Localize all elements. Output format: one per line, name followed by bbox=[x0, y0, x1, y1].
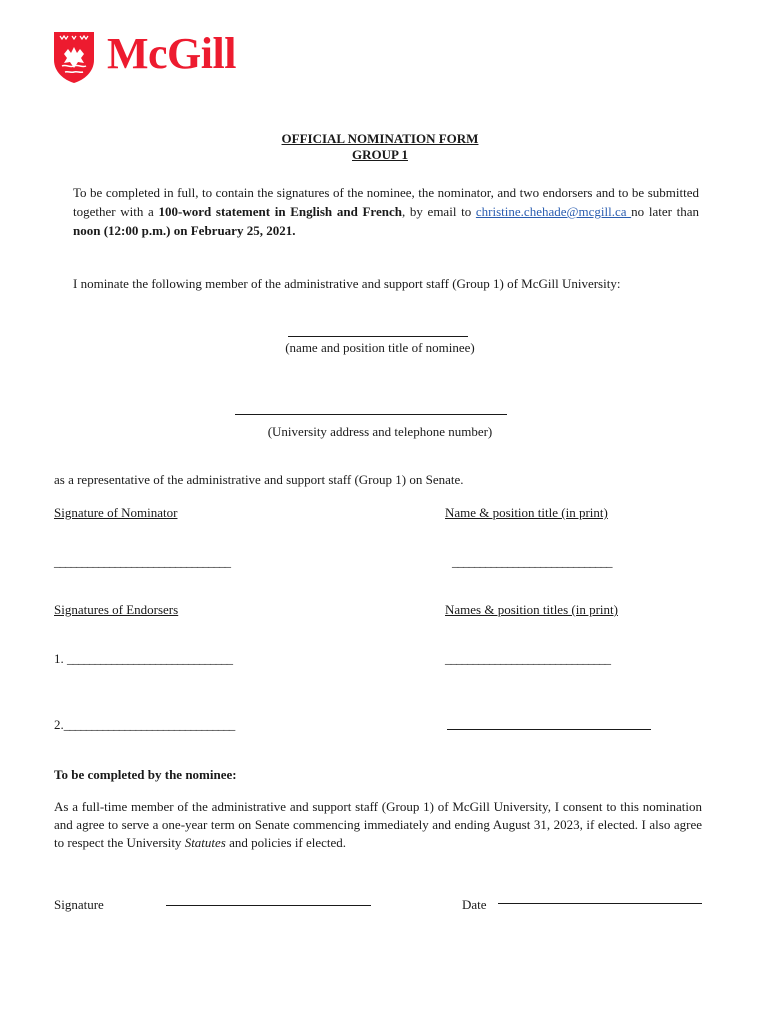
address-caption: (University address and telephone number) bbox=[267, 424, 493, 439]
nominee-name-line[interactable] bbox=[288, 336, 468, 337]
endorser-2-row bbox=[54, 717, 234, 733]
endorser-2-signature-field[interactable]: _______________________________ bbox=[63, 717, 235, 732]
date-line[interactable] bbox=[498, 903, 702, 904]
statutes-term: Statutes bbox=[184, 835, 226, 850]
date-label: Date bbox=[462, 897, 487, 912]
email-link[interactable]: christine.chehade@mcgill.ca bbox=[475, 204, 632, 219]
nominee-caption: (name and position title of nominee) bbox=[285, 340, 475, 355]
deadline-text: noon (12:00 p.m.) on February 25, 2021. bbox=[73, 223, 296, 238]
endorser-2-name-line[interactable] bbox=[447, 729, 651, 730]
endorser-1-number: 1. bbox=[54, 651, 67, 666]
intro-text-email-prefix: , by email to bbox=[401, 204, 476, 219]
consent-text-end: and policies if elected. bbox=[225, 835, 347, 850]
address-line[interactable] bbox=[235, 414, 507, 415]
endorser-1-name-field[interactable]: ______________________________ bbox=[445, 651, 610, 666]
nominator-signature-field[interactable]: ________________________________ bbox=[54, 554, 230, 569]
endorsers-signatures-label: Signatures of Endorsers bbox=[54, 602, 179, 617]
form-subtitle: GROUP 1 bbox=[352, 147, 408, 162]
endorsers-names-label: Names & position titles (in print) bbox=[445, 602, 618, 617]
nominate-statement: I nominate the following member of the administrative and support staff (Group 1) of McGill University: bbox=[73, 276, 621, 291]
mcgill-crest-icon bbox=[52, 30, 96, 84]
mcgill-logo bbox=[52, 30, 272, 86]
nominator-signature-label: Signature of Nominator bbox=[54, 505, 178, 520]
nominee-section-heading: To be completed by the nominee: bbox=[54, 767, 237, 782]
endorser-1-row bbox=[54, 651, 232, 667]
endorser-2-number: 2. bbox=[54, 717, 64, 732]
statement-requirement: 100-word statement in English and French bbox=[158, 204, 402, 219]
representative-text: as a representative of the administrative and support staff (Group 1) on Senate. bbox=[54, 472, 464, 487]
deadline-prefix: no later than bbox=[631, 204, 699, 219]
intro-text: To be completed in full, to contain the signatures of the nominee, the nominator, and two endorsers and to be submitted together with a bbox=[73, 185, 699, 219]
nominator-name-field[interactable]: _____________________________ bbox=[452, 554, 612, 569]
form-title: OFFICIAL NOMINATION FORM bbox=[281, 131, 479, 146]
nominee-signature-line[interactable] bbox=[166, 905, 371, 906]
nominator-name-label: Name & position title (in print) bbox=[445, 505, 608, 520]
consent-text: As a full-time member of the administrative and support staff (Group 1) of McGill University, I consent to this nomination and agree to serve a one-year term on Senate commencing immediately and ending August 31, 2023, if elected. I also agree to respect the University bbox=[54, 799, 702, 850]
intro-paragraph bbox=[73, 183, 699, 240]
mcgill-wordmark: McGill bbox=[107, 29, 236, 78]
endorser-1-signature-field[interactable]: ______________________________ bbox=[67, 651, 232, 666]
consent-paragraph bbox=[54, 798, 702, 852]
nominee-signature-label: Signature bbox=[54, 897, 104, 912]
